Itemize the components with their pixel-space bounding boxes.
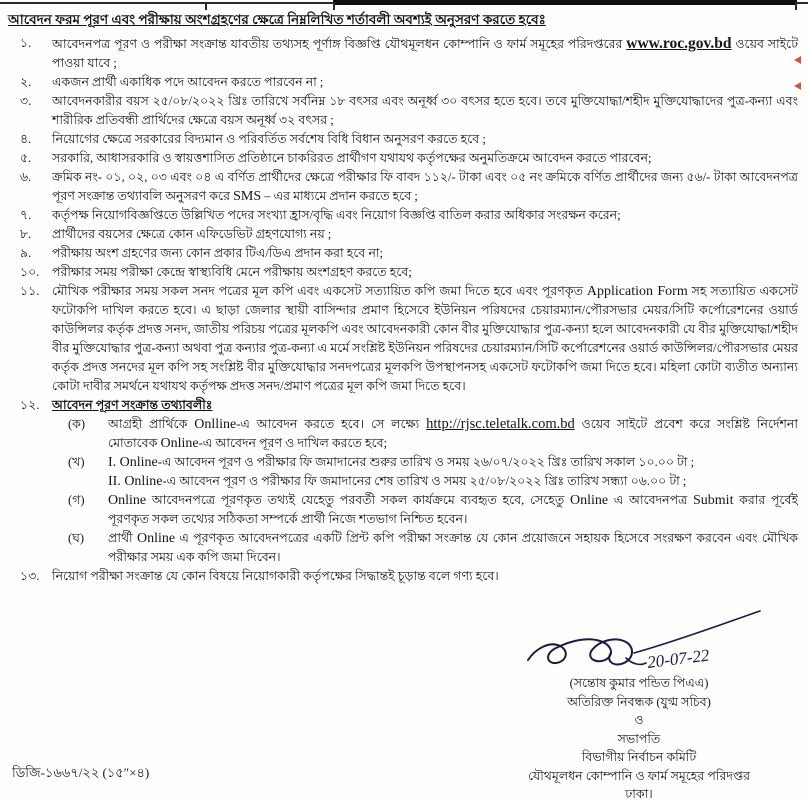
subitem-label: (খ) — [68, 455, 85, 469]
term-content — [52, 396, 798, 567]
term-content — [52, 282, 798, 396]
term-content — [52, 244, 798, 263]
term-item — [8, 168, 798, 206]
text-segment: নিয়োগ পরীক্ষা সংক্রান্ত যে কোন বিষয়ে নিয়োগকারী কর্তৃপক্ষের সিদ্ধান্তই চূড়ান্ত বলে গণ্য হবে। — [52, 569, 499, 583]
text-segment: মৌখিক পরীক্ষার সময় সকল সনদ পত্রের মূল কপি এবং একসেট সত্যায়িত কপি জমা দিতে হবে এবং পূরণকৃত — [52, 284, 587, 298]
print-code: ডিজি-১৬৬৭/২২ (১৫″×৪) — [12, 765, 150, 780]
subitem-label: (ক) — [68, 417, 86, 431]
term-item — [8, 92, 798, 130]
text-segment: সহ সত্যায়িত একসেট ফটোকপি দাখিল করতে হবে। এ ছাড়া জেলার স্থায়ী বাসিন্দার প্রমাণ হিসেবে ইউনিয়ন পরিষদের চেয়ারম্যান/পৌরসভার মেয়র/সিটি কর্পোরেশনের ওয়ার্ড কাউন্সিলর কর্তৃক প্রদত্ত সনদ, জাতীয় পরিচয় পত্রের মূলকপি এবং আবেদনকারী কোন বীর মুক্তিযোদ্ধার পুত্র-কন্যা হলে আবেদনকারী যে বীর মুক্তিযোদ্ধা/শহীদ বীর মুক্তিযোদ্ধার পুত্র-কন্যা অথবা পুত্র কন্যার পুত্র-কন্যা এ মর্মে সংশ্লিষ্ট ইউনিয়ন পরিষদের চেয়ারম্যান/সিটি কর্পোরেশনের ওয়ার্ড কাউন্সিলর/পৌরসভার মেয়র কর্তৃক প্রদত্ত সনদের মূল কপি সহ সংশ্লিষ্ট বীর মুক্তিযোদ্ধার সনদপত্রের মূলকপি উপস্থাপনসহ একসেট ফটোকপি জমা দিতে হবে। মহিলা কোটা ব্যতীত অন্যান্য কোটা দাবীর সমর্থনে যথাযথ কর্তৃপক্ষ প্রদত্ত সনদ/প্রমাণ পত্রের মূল কপি জমা দিতে হবে। — [52, 284, 798, 393]
text-segment: Online — [136, 531, 176, 546]
signature-ink-icon — [514, 608, 764, 674]
text-segment: Online — [160, 436, 199, 451]
red-scan-mark-icon — [794, 82, 801, 90]
signatory-and: ও — [634, 713, 644, 727]
term-content — [52, 263, 798, 282]
term-item — [8, 282, 798, 396]
term-subitem — [52, 415, 798, 453]
term-paragraph — [108, 453, 798, 472]
text-segment: -এ আবেদন পূরণ ও পরীক্ষার ফি জমাদানের শুরুর তারিখ ও সময় ২৬/০৭/২০২২ খ্রিঃ তারিখ সকাল ১০.০০ টা ; — [157, 455, 695, 469]
term-item — [8, 244, 798, 263]
term-item — [8, 396, 798, 567]
term-number: ২. — [20, 75, 32, 89]
signature-date: 20-07-22 — [646, 645, 711, 672]
teletalk-application-url: http://rjsc.teletalk.com.bd — [426, 416, 575, 432]
text-segment: Application Form — [586, 284, 688, 299]
term-paragraph — [52, 263, 798, 282]
text-segment: করার পূর্বেই পূরণকৃত সকল তথ্যের সঠিকতা সম্পর্কে প্রার্থী নিজে শতভাগ নিশ্চিত হবেন। — [108, 493, 798, 526]
term-paragraph — [52, 92, 798, 130]
term-paragraph — [52, 130, 798, 149]
text-segment: এ পূরণকৃত আবেদনপত্রের একটি প্রিন্ট কপি পরীক্ষা সংক্রান্ত যে কোন প্রয়োজনে সহায়ক হিসেবে সংরক্ষণ করবেন এবং মৌখিক পরীক্ষার সময় এক কপি জমা দিবেন। — [108, 531, 798, 564]
term-paragraph — [52, 73, 798, 92]
text-segment: -এ আবেদন পূরণ ও পরীক্ষার ফি জমাদানের শেষ তারিখ ও সময় ২৫/০৮/২০২২ খ্রিঃ তারিখ সন্ধ্যা ০৬.০০ টা ; — [162, 474, 687, 488]
text-segment: প্রার্থী — [108, 531, 137, 545]
term-content — [52, 206, 798, 225]
term-paragraph — [52, 244, 798, 263]
term-number: ৬. — [20, 170, 32, 184]
term-number: ১৩. — [20, 569, 40, 583]
subitem-label: (গ) — [68, 493, 85, 507]
signatory-name: (সন্তোষ কুমার পন্ডিত পিএএ) — [569, 676, 709, 690]
term-paragraph — [52, 567, 798, 586]
text-segment: আগ্রহী প্রার্থিকে — [108, 417, 195, 431]
term-subitem — [52, 453, 798, 491]
table-remnant-border — [0, 0, 808, 10]
term-content — [52, 567, 798, 586]
term-number: ৫. — [20, 151, 32, 165]
term-item — [8, 73, 798, 92]
text-segment: কর্তৃপক্ষ নিয়োগবিজ্ঞপ্তিতে উল্লিখিত পদের সংখ্যা হ্রাস/বৃদ্ধি এবং নিয়োগ বিজ্ঞপ্তি বাতিল করার অধিকার সংরক্ষন করেন; — [52, 208, 621, 222]
term-paragraph — [108, 529, 798, 567]
text-segment: Online — [569, 493, 609, 508]
term-item — [8, 263, 798, 282]
signatory-city: ঢাকা। — [625, 787, 653, 800]
term-paragraph — [52, 282, 798, 396]
term-item — [8, 206, 798, 225]
text-segment: I. Online — [108, 455, 158, 470]
term-paragraph — [52, 206, 798, 225]
term-number: ১০. — [20, 265, 40, 279]
text-segment: -এ আবেদন পূরণ ও দাখিল করতে হবে; — [198, 436, 388, 450]
text-segment: ক্রমিক নং- ০১, ০২, ০৩ এবং ০৪ এ বর্ণিত প্রার্থীদের ক্ষেত্রে পরীক্ষার ফি বাবদ ১১২/- টাকা এবং ০৫ নং ক্রমিকে বর্ণিত প্রার্থীদের জন্য ৫৬/- টাকা আবেদনপত্র পূরণ সংক্রান্ত তথ্যাবলি অনুসরণ করে — [52, 170, 798, 203]
term-content — [52, 34, 798, 73]
signature-scribble — [514, 608, 764, 674]
text-segment: প্রার্থীদের বয়সের ক্ষেত্রে কোন এফিডেভিট গ্রহণযোগ্য নয় ; — [52, 227, 332, 241]
text-segment: আবেদনপত্রে পূরণকৃত তথ্যই যেহেতু পরবর্তী সকল কার্যক্রমে ব্যবহৃত হবে, সেহেতু — [146, 493, 570, 507]
term-content — [52, 130, 798, 149]
term-item — [8, 225, 798, 244]
signatory-committee: বিভাগীয় নির্বাচন কমিটি — [581, 750, 697, 764]
term-subitem — [52, 529, 798, 567]
term-number: ১. — [20, 36, 32, 50]
term-content — [52, 168, 798, 206]
terms-list — [0, 32, 808, 586]
term-paragraph — [52, 149, 798, 168]
top-rule-bold-segment — [333, 0, 797, 5]
term-paragraph — [52, 168, 798, 206]
table-column-tick — [205, 2, 207, 10]
text-segment: SMS — [233, 189, 262, 204]
text-segment: -এ আবেদন করতে হবে। সে লক্ষ্যে — [236, 417, 427, 431]
page-title: আবেদন ফরম পূরণ এবং পরীক্ষায় অংশগ্রহণের ক্ষেত্রে নিম্নলিখিত শর্তাবলী অবশ্যই অনুসরণ করতে হবেঃ — [8, 12, 546, 27]
subitem-label: (ঘ) — [68, 531, 85, 545]
term-item — [8, 149, 798, 168]
term-number: ১১. — [20, 284, 40, 298]
term-paragraph — [108, 472, 798, 491]
subitem-content — [108, 529, 798, 567]
text-segment: – এর মাধ্যমে প্রদান করতে হবে ; — [261, 189, 418, 203]
signatory-details — [474, 674, 804, 800]
term-number: ৪. — [20, 132, 32, 146]
signatory-designation: অতিরিক্ত নিবন্ধক (যুগ্ম সচিব) — [567, 694, 711, 709]
text-segment: সরকারি, আধাসরকারি ও স্বায়ত্তশাসিত প্রতিষ্ঠানে চাকরিরত প্রার্থীগণ যথাযথ কর্তৃপক্ষের অনুমতিক্রমে আবেদন করতে পারবেন; — [52, 151, 652, 165]
roc-website-url: www.roc.gov.bd — [626, 35, 732, 52]
subitem-content — [108, 453, 798, 491]
table-column-tick — [333, 2, 335, 10]
text-segment: এ আবেদনপত্র — [608, 493, 693, 507]
term-number: ৩. — [20, 94, 32, 108]
term-number: ৮. — [20, 227, 32, 241]
text-segment: নিয়োগের ক্ষেত্রে সরকারের বিদ্যমান ও পরিবর্তিত সর্বশেষ বিধি বিধান অনুসরণ করতে হবে ; — [52, 132, 486, 146]
term-paragraph — [52, 34, 798, 73]
term-paragraph — [108, 415, 798, 453]
term-content — [52, 73, 798, 92]
term-item — [8, 567, 798, 586]
signatory-office: যৌথমূলধন কোম্পানি ও ফার্ম সমূহের পরিদপ্তর — [527, 768, 751, 783]
text-segment: Online — [108, 493, 147, 508]
text-segment: আবেদনপত্র পূরণ ও পরীক্ষা সংক্রান্ত যাবতীয় তথ্যসহ পূর্ণাঙ্গ বিজ্ঞপ্তি যৌথমূলধন কোম্পানি ও ফার্ম সমূহের পরিদপ্তরের — [52, 37, 627, 51]
term-content — [52, 149, 798, 168]
subitem-content — [108, 491, 798, 529]
text-segment: পরীক্ষায় অংশ গ্রহণের জন্য কোন প্রকার টিএ/ডিএ প্রদান করা হবে না; — [52, 246, 384, 260]
red-scan-mark-icon — [794, 56, 801, 64]
term-number: ৭. — [20, 208, 32, 222]
subitem-content — [108, 415, 798, 453]
signature-block — [474, 608, 804, 800]
term-paragraph — [108, 491, 798, 529]
term-number: ৯. — [20, 246, 32, 260]
signatory-role: সভাপতি — [617, 731, 661, 746]
text-segment: Submit — [693, 493, 734, 508]
text-segment: Onlline — [194, 417, 237, 432]
table-column-tick — [795, 2, 797, 10]
term-item — [8, 34, 798, 73]
term-subitem — [52, 491, 798, 529]
text-segment: II. Online — [108, 474, 163, 489]
text-segment: ওয়েব সাইটে প্রবেশ করে সংশ্লিষ্ট নির্দেশনা মোতাবেক — [108, 417, 799, 450]
term-paragraph — [52, 225, 798, 244]
term-content — [52, 92, 798, 130]
term-item — [8, 130, 798, 149]
text-segment: ওয়েব সাইটে পাওয়া যাবে ; — [52, 37, 799, 70]
term-content — [52, 225, 798, 244]
term-number: ১২. — [20, 398, 40, 412]
term-section-title: আবেদন পূরণ সংক্রান্ত তথ্যাবলীঃ — [52, 398, 213, 412]
text-segment: আবেদনকারীর বয়স ২৫/০৮/২০২২ খ্রিঃ তারিখে সর্বনিম্ন ১৮ বৎসর এবং অনূর্ধ্ব ৩০ বৎসর হতে হবে। তবে মুক্তিযোদ্ধা/শহীদ মুক্তিযোদ্ধাদের পুত্র-কন্যা এবং শারীরিক প্রতিবন্ধী প্রার্থিদের ক্ষেত্রে বয়স অনূর্ধ্ব ৩২ বৎসর ; — [52, 94, 798, 127]
text-segment: একজন প্রার্থী একাধিক পদে আবেদন করতে পারবেন না ; — [52, 75, 324, 89]
text-segment: পরীক্ষার সময় পরীক্ষা কেন্দ্রে স্বাস্থ্যবিধি মেনে পরীক্ষায় অংশগ্রহণ করতে হবে; — [52, 265, 412, 279]
